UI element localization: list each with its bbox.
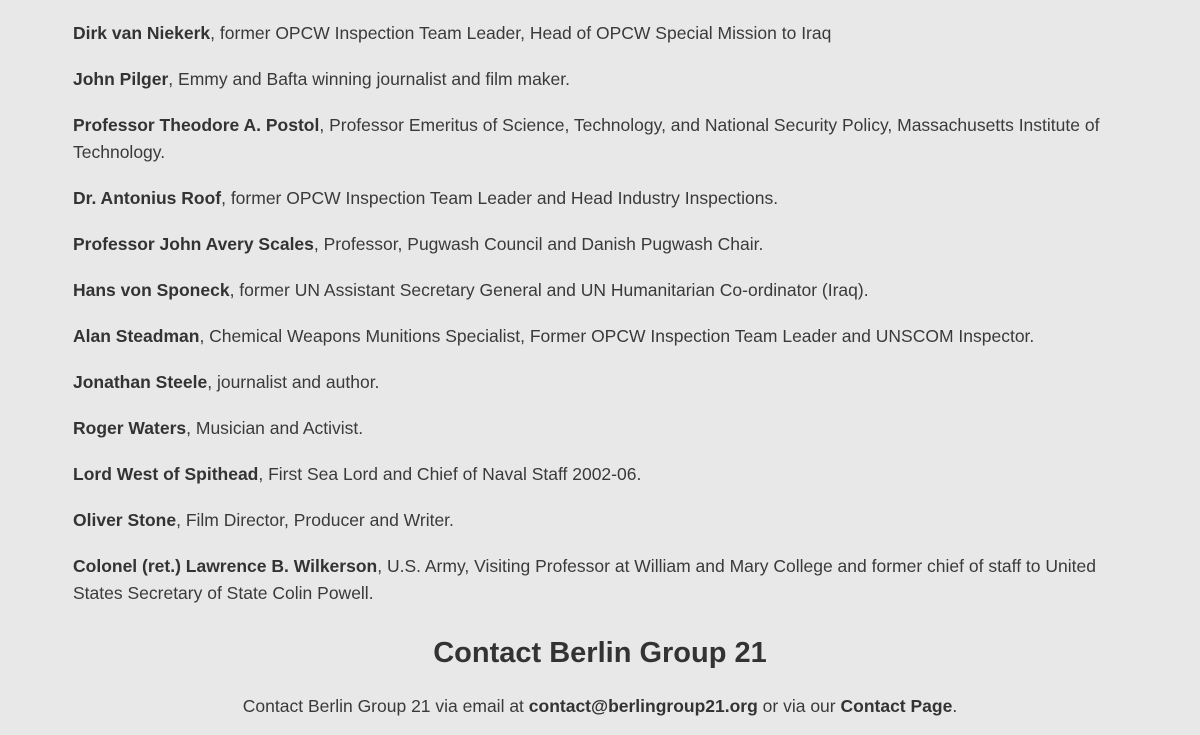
contact-text	[73, 693, 1127, 720]
signatory-name: Oliver Stone	[73, 510, 177, 530]
signatory-name: Dirk van Niekerk	[73, 23, 211, 43]
signatory-description: , Professor Emeritus of Science, Technology, and National Security Policy, Massachusetts Institute of Technology.	[73, 115, 1100, 162]
signatory-description: , former UN Assistant Secretary General and UN Humanitarian Co-ordinator (Iraq).	[229, 280, 869, 300]
signatory-name: Alan Steadman	[73, 326, 200, 346]
signatory-item	[73, 323, 1127, 350]
signatory-description: , Professor, Pugwash Council and Danish Pugwash Chair.	[313, 234, 764, 254]
signatory-item	[73, 112, 1127, 166]
signatory-name: Hans von Sponeck	[73, 280, 230, 300]
signatory-description: , Emmy and Bafta winning journalist and film maker.	[168, 69, 571, 89]
signatory-description: , former OPCW Inspection Team Leader, Head of OPCW Special Mission to Iraq	[210, 23, 832, 43]
contact-email-link[interactable]: contact@berlingroup21.org	[528, 696, 758, 716]
signatory-name: Dr. Antonius Roof	[73, 188, 222, 208]
signatory-item	[73, 231, 1127, 258]
signatory-description: , journalist and author.	[207, 372, 380, 392]
signatory-name: Roger Waters	[73, 418, 187, 438]
signatory-item	[73, 415, 1127, 442]
signatory-name: Jonathan Steele	[73, 372, 208, 392]
signatory-item	[73, 507, 1127, 534]
signatory-item	[73, 277, 1127, 304]
signatory-description: , Film Director, Producer and Writer.	[176, 510, 454, 530]
signatory-list	[73, 20, 1127, 607]
contact-heading: Contact Berlin Group 21	[433, 637, 767, 669]
signatory-description: , U.S. Army, Visiting Professor at William and Mary College and former chief of staff to United States Secretary of State Colin Powell.	[73, 556, 1096, 603]
contact-text-before: Contact Berlin Group 21 via email at	[242, 696, 529, 716]
signatory-item	[73, 461, 1127, 488]
contact-page-link[interactable]: Contact Page	[840, 696, 953, 716]
signatory-description: , former OPCW Inspection Team Leader and Head Industry Inspections.	[221, 188, 779, 208]
signatory-item	[73, 66, 1127, 93]
contact-text-after: .	[952, 696, 958, 716]
signatory-item	[73, 20, 1127, 47]
signatory-description: , Musician and Activist.	[186, 418, 364, 438]
signatory-name: Professor Theodore A. Postol	[73, 115, 320, 135]
contact-section	[73, 635, 1127, 720]
signatory-name: Professor John Avery Scales	[73, 234, 314, 254]
signatory-description: , Chemical Weapons Munitions Specialist, Former OPCW Inspection Team Leader and UNSCOM Inspector.	[199, 326, 1035, 346]
signatory-name: Lord West of Spithead	[73, 464, 259, 484]
signatory-item	[73, 369, 1127, 396]
signatory-description: , First Sea Lord and Chief of Naval Staff 2002-06.	[258, 464, 642, 484]
signatory-name: John Pilger	[73, 69, 169, 89]
signatory-item	[73, 553, 1127, 607]
signatory-item	[73, 185, 1127, 212]
contact-text-middle: or via our	[757, 696, 841, 716]
signatory-name: Colonel (ret.) Lawrence B. Wilkerson	[73, 556, 378, 576]
